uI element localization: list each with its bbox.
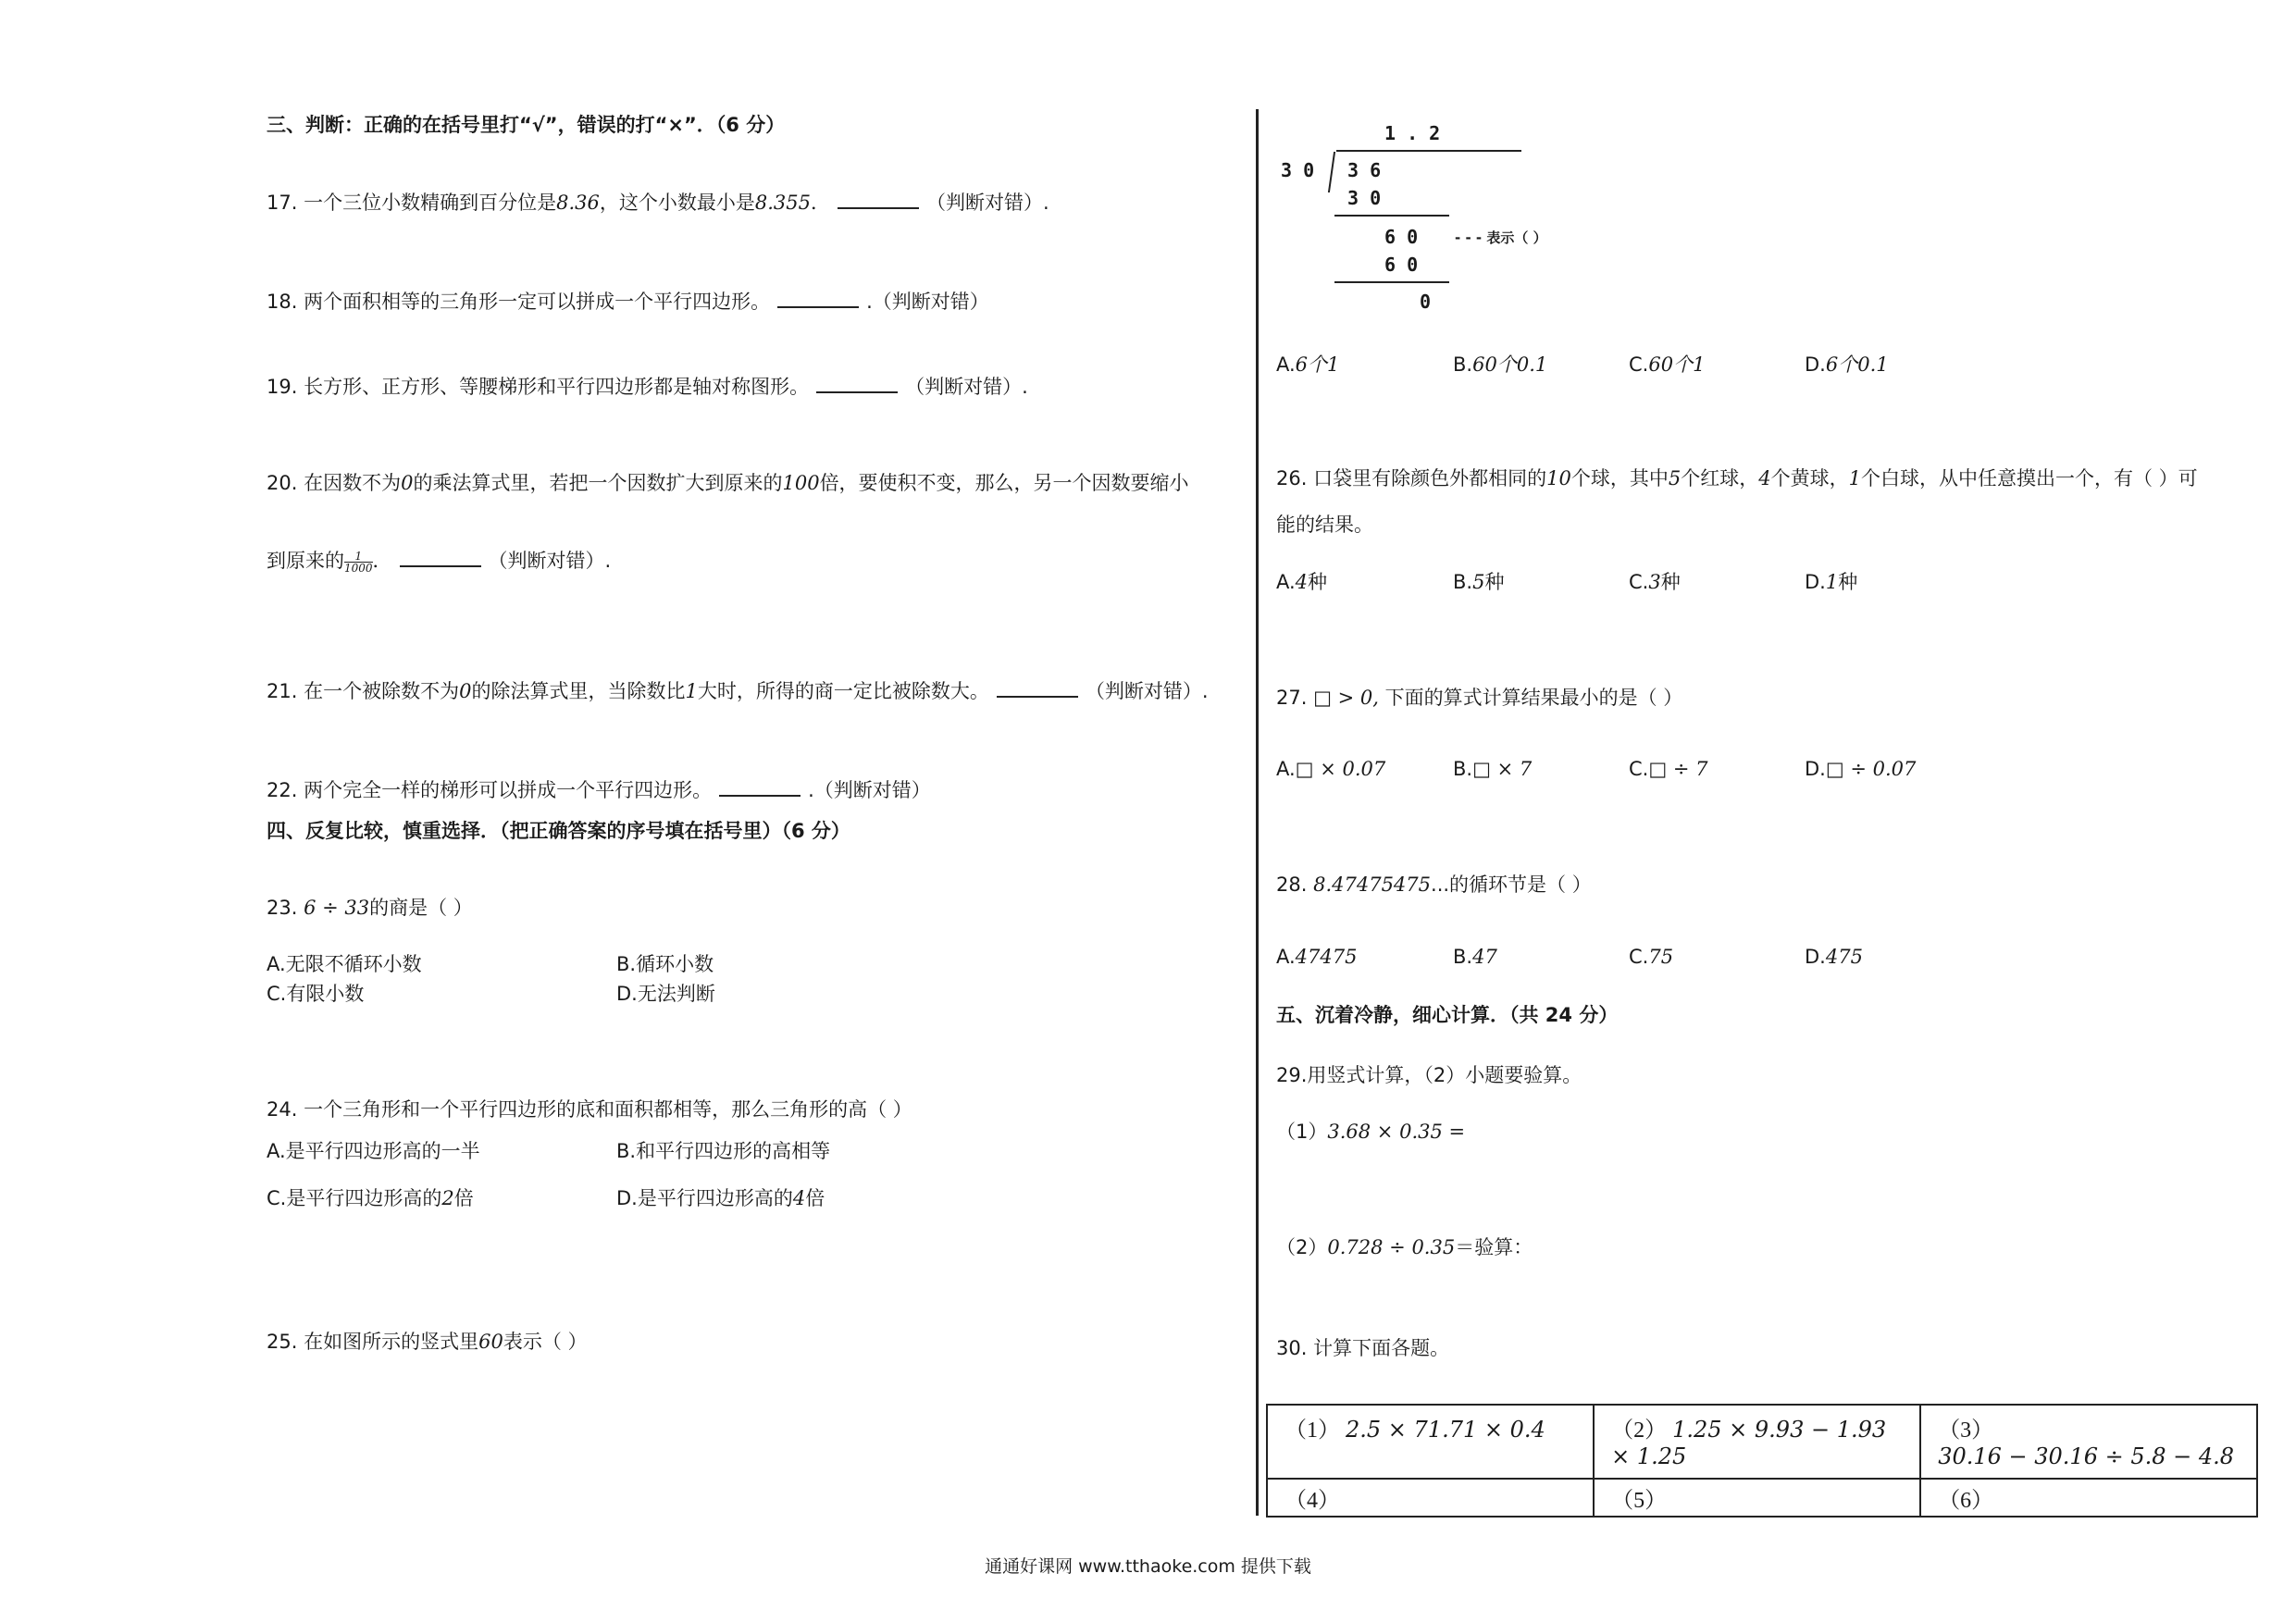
division-bar xyxy=(1336,150,1521,152)
question-24: 24. 一个三角形和一个平行四边形的底和面积都相等，那么三角形的高（ ） xyxy=(267,1098,912,1121)
answer-blank[interactable] xyxy=(997,679,1078,698)
option-b[interactable]: B.循环小数 xyxy=(616,953,714,975)
option-c[interactable]: C.3种 xyxy=(1629,571,1681,593)
option-c[interactable]: C.60个1 xyxy=(1629,353,1706,376)
option-a[interactable]: A.6个1 xyxy=(1276,353,1340,376)
answer-blank[interactable] xyxy=(400,549,481,567)
rule-2 xyxy=(1334,281,1449,283)
question-22: 22. 两个完全一样的梯形可以拼成一个平行四边形。 .（判断对错） xyxy=(267,779,931,801)
option-c[interactable]: C.有限小数 xyxy=(267,983,365,1005)
calc-cell[interactable]: （4） xyxy=(1267,1479,1594,1517)
option-d[interactable]: D.是平行四边形高的4倍 xyxy=(616,1187,825,1209)
calc-cell[interactable]: （2） 1.25 × 9.93 − 1.93 × 1.25 xyxy=(1594,1405,1920,1479)
option-a[interactable]: A.47475 xyxy=(1276,946,1358,968)
option-d[interactable]: D.无法判断 xyxy=(616,983,715,1005)
calc-cell[interactable]: （1） 2.5 × 71.71 × 0.4 xyxy=(1267,1405,1594,1479)
option-a[interactable]: A.□ × 0.07 xyxy=(1276,758,1386,780)
option-b[interactable]: B.□ × 7 xyxy=(1453,758,1533,780)
division-bracket xyxy=(1328,152,1335,192)
question-29: 29.用竖式计算，（2）小题要验算。 xyxy=(1276,1064,1582,1086)
option-b[interactable]: B.47 xyxy=(1453,946,1497,968)
option-b[interactable]: B.5种 xyxy=(1453,571,1505,593)
question-21: 21. 在一个被除数不为0的除法算式里，当除数比1大时，所得的商一定比被除数大。 （判断对错）. xyxy=(267,680,1209,702)
calculation-table xyxy=(1266,1404,2258,1518)
calc-cell[interactable]: （6） xyxy=(1920,1479,2257,1517)
option-c[interactable]: C.75 xyxy=(1629,946,1674,968)
option-b[interactable]: B.和平行四边形的高相等 xyxy=(616,1140,831,1162)
option-d[interactable]: D.475 xyxy=(1805,946,1863,968)
dividend: 3 6 xyxy=(1347,159,1382,181)
question-18: 18. 两个面积相等的三角形一定可以拼成一个平行四边形。 .（判断对错） xyxy=(267,291,989,313)
calc-cell[interactable]: （3） 30.16 − 30.16 ÷ 5.8 − 4.8 xyxy=(1920,1405,2257,1479)
remainder-2: 0 xyxy=(1420,291,1432,313)
remainder-1: 6 0 xyxy=(1384,226,1419,248)
option-a[interactable]: A.是平行四边形高的一半 xyxy=(267,1140,480,1162)
question-20: 20. 在因数不为0的乘法算式里，若把一个因数扩大到原来的100倍，要使积不变，那么，另一个因数要缩小 xyxy=(267,472,1189,494)
answer-blank[interactable] xyxy=(838,191,919,209)
section-3-title: 三、判断：正确的在括号里打“√”，错误的打“×”．（6 分） xyxy=(267,114,786,136)
option-c[interactable]: C.□ ÷ 7 xyxy=(1629,758,1708,780)
option-c[interactable]: C.是平行四边形高的2倍 xyxy=(267,1187,474,1209)
option-a[interactable]: A.无限不循环小数 xyxy=(267,953,422,975)
long-division-figure xyxy=(1281,122,1577,316)
option-d[interactable]: D.1种 xyxy=(1805,571,1858,593)
option-b[interactable]: B.60个0.1 xyxy=(1453,353,1548,376)
answer-blank[interactable] xyxy=(816,375,898,393)
quotient: 1 . 2 xyxy=(1384,122,1441,144)
q-number: 17. xyxy=(267,192,298,214)
subtract-2: 6 0 xyxy=(1384,254,1419,276)
option-d[interactable]: D.6个0.1 xyxy=(1805,353,1889,376)
question-30: 30. 计算下面各题。 xyxy=(1276,1337,1450,1359)
annotation: - - - 表示（ ） xyxy=(1455,229,1547,246)
question-29-part-2: （2）0.728 ÷ 0.35＝验算： xyxy=(1276,1236,1533,1258)
question-26-line-2: 能的结果。 xyxy=(1276,514,1373,536)
question-29-part-1: （1）3.68 × 0.35 = xyxy=(1276,1121,1466,1143)
calc-cell[interactable]: （5） xyxy=(1594,1479,1920,1517)
answer-blank[interactable] xyxy=(719,778,800,797)
section-4-title: 四、反复比较，慎重选择．（把正确答案的序号填在括号里）（6 分） xyxy=(267,820,850,842)
question-27: 27. □ > 0, 下面的算式计算结果最小的是（ ） xyxy=(1276,687,1683,709)
column-divider xyxy=(1256,109,1259,1516)
question-19: 19. 长方形、正方形、等腰梯形和平行四边形都是轴对称图形。 （判断对错）. xyxy=(267,376,1028,398)
fraction: $\frac{1}{1000}$ xyxy=(344,549,373,575)
option-d[interactable]: D.□ ÷ 0.07 xyxy=(1805,758,1917,780)
question-26: 26. 口袋里有除颜色外都相同的10个球，其中5个红球，4个黄球，1个白球，从中任意摸出一个，有（ ）可 xyxy=(1276,467,2198,489)
section-5-title: 五、沉着冷静，细心计算．（共 24 分） xyxy=(1276,1004,1619,1026)
question-28: 28. 8.47475475...的循环节是（ ） xyxy=(1276,873,1592,896)
question-23: 23. 6 ÷ 33的商是（ ） xyxy=(267,897,473,919)
divisor: 3 0 xyxy=(1281,159,1315,181)
page-footer: 通通好课网 www.tthaoke.com 提供下载 xyxy=(985,1556,1311,1577)
question-20-line-2: 到原来的 $\frac{1}{1000}$ ． （判断对错）. xyxy=(267,549,612,575)
subtract-1: 3 0 xyxy=(1347,187,1382,209)
question-25: 25. 在如图所示的竖式里60表示（ ） xyxy=(267,1331,588,1353)
option-a[interactable]: A.4种 xyxy=(1276,571,1328,593)
rule-1 xyxy=(1334,215,1449,217)
question-17: 17. 一个三位小数精确到百分位是8.36，这个小数最小是8.355． （判断对错）. xyxy=(267,192,1049,214)
answer-blank[interactable] xyxy=(777,290,859,308)
